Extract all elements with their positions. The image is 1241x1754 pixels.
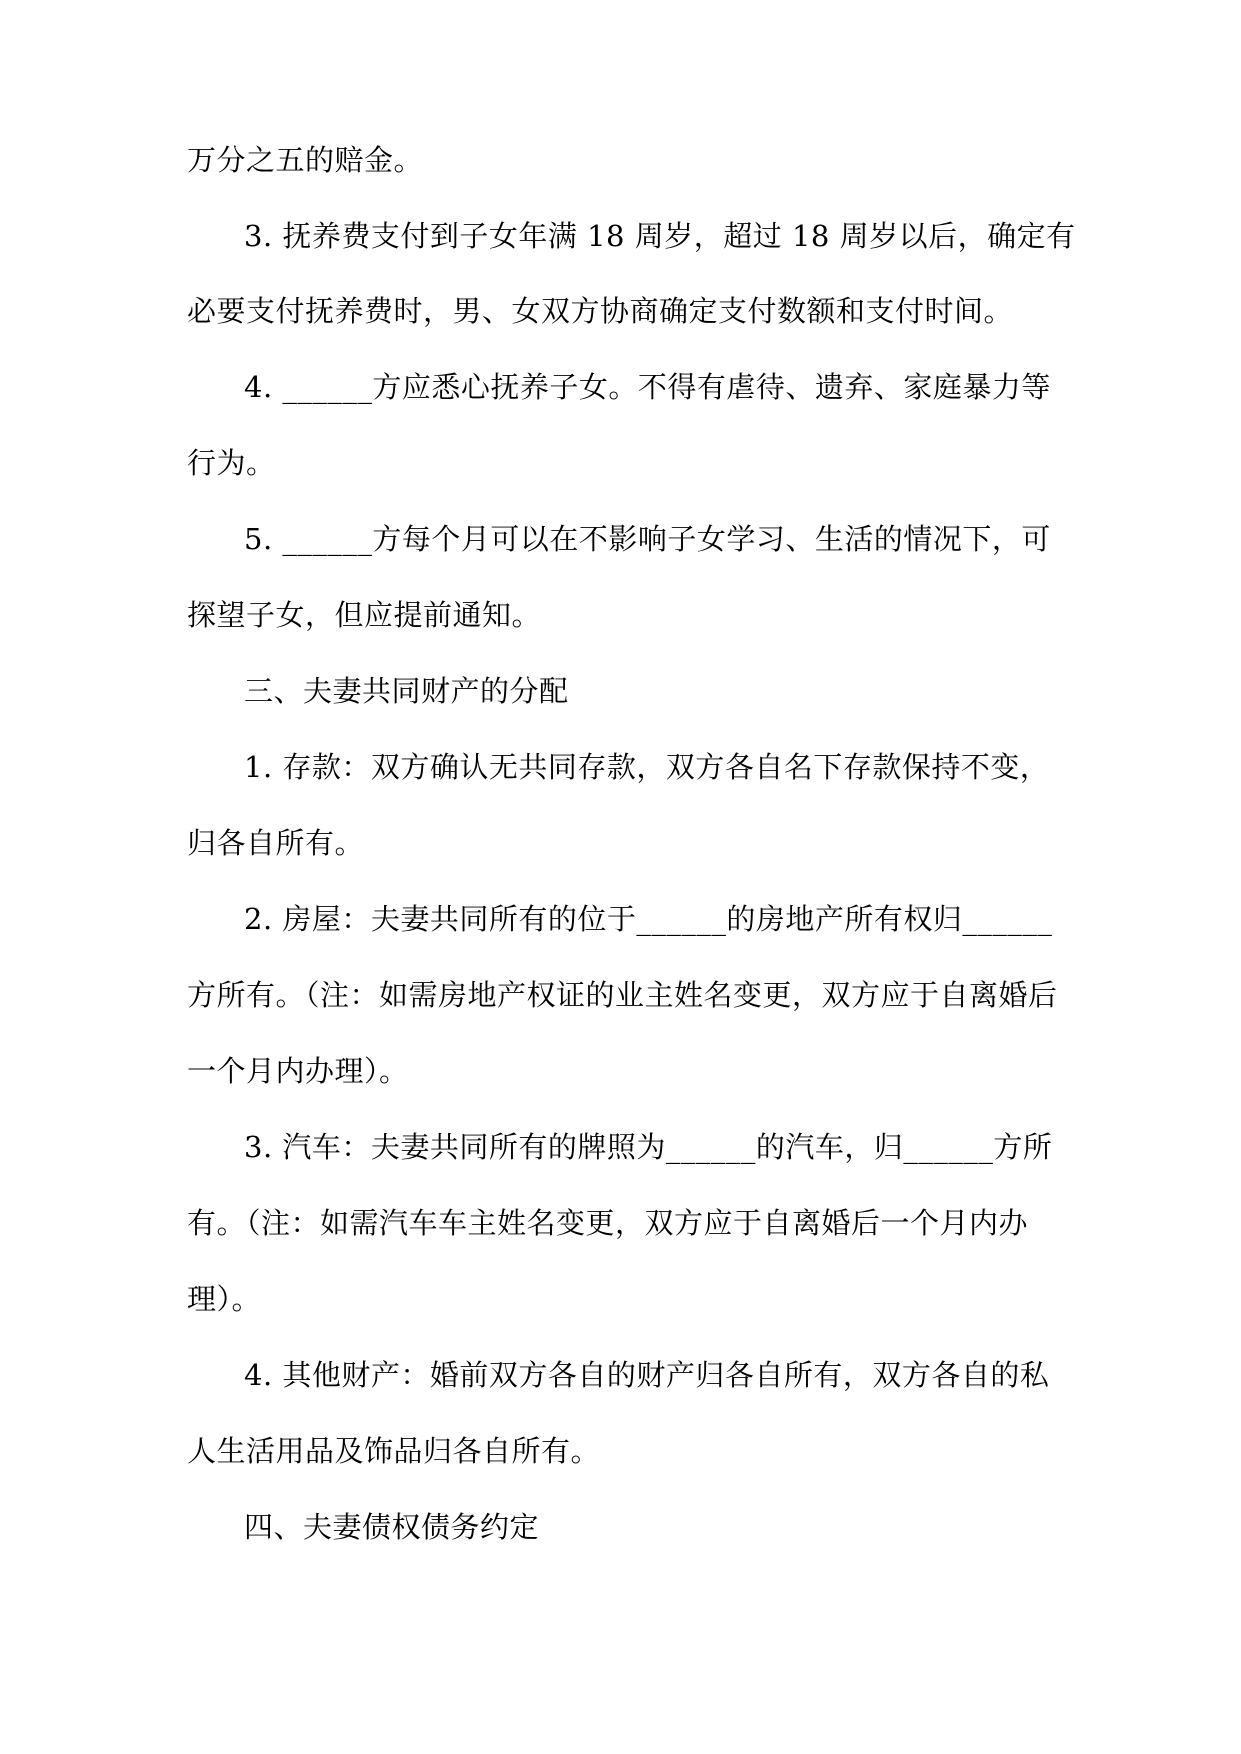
section-heading: 四、夫妻债权债务约定 bbox=[244, 1510, 540, 1544]
text-line: 4. ______方应悉心抚养子女。不得有虐待、遗弃、家庭暴力等 bbox=[244, 370, 1051, 404]
text-line: 探望子女，但应提前通知。 bbox=[187, 598, 542, 632]
text-line: 4. 其他财产：婚前双方各自的财产归各自所有，双方各自的私 bbox=[244, 1358, 1050, 1392]
text-line: 5. ______方每个月可以在不影响子女学习、生活的情况下，可 bbox=[244, 522, 1051, 556]
text-line: 行为。 bbox=[187, 446, 276, 480]
text-line: 有。（注：如需汽车车主姓名变更，双方应于自离婚后一个月内办 bbox=[187, 1206, 1029, 1240]
text-line: 3. 抚养费支付到子女年满 18 周岁，超过 18 周岁以后，确定有 bbox=[244, 219, 1076, 253]
section-heading: 三、夫妻共同财产的分配 bbox=[244, 674, 569, 708]
text-line: 2. 房屋：夫妻共同所有的位于______的房地产所有权归______ bbox=[244, 902, 1053, 936]
text-line: 3. 汽车：夫妻共同所有的牌照为______的汽车，归______方所 bbox=[244, 1130, 1053, 1164]
text-line: 方所有。（注：如需房地产权证的业主姓名变更，双方应于自离婚后 bbox=[187, 978, 1058, 1012]
text-line: 理）。 bbox=[187, 1282, 262, 1316]
text-line: 必要支付抚养费时，男、女双方协商确定支付数额和支付时间。 bbox=[187, 294, 1014, 328]
text-line: 1. 存款：双方确认无共同存款，双方各自名下存款保持不变， bbox=[244, 750, 1050, 784]
text-line: 归各自所有。 bbox=[187, 826, 365, 860]
text-line: 一个月内办理）。 bbox=[187, 1054, 409, 1088]
text-line: 人生活用品及饰品归各自所有。 bbox=[187, 1434, 601, 1468]
text-line: 万分之五的赔金。 bbox=[187, 143, 424, 177]
